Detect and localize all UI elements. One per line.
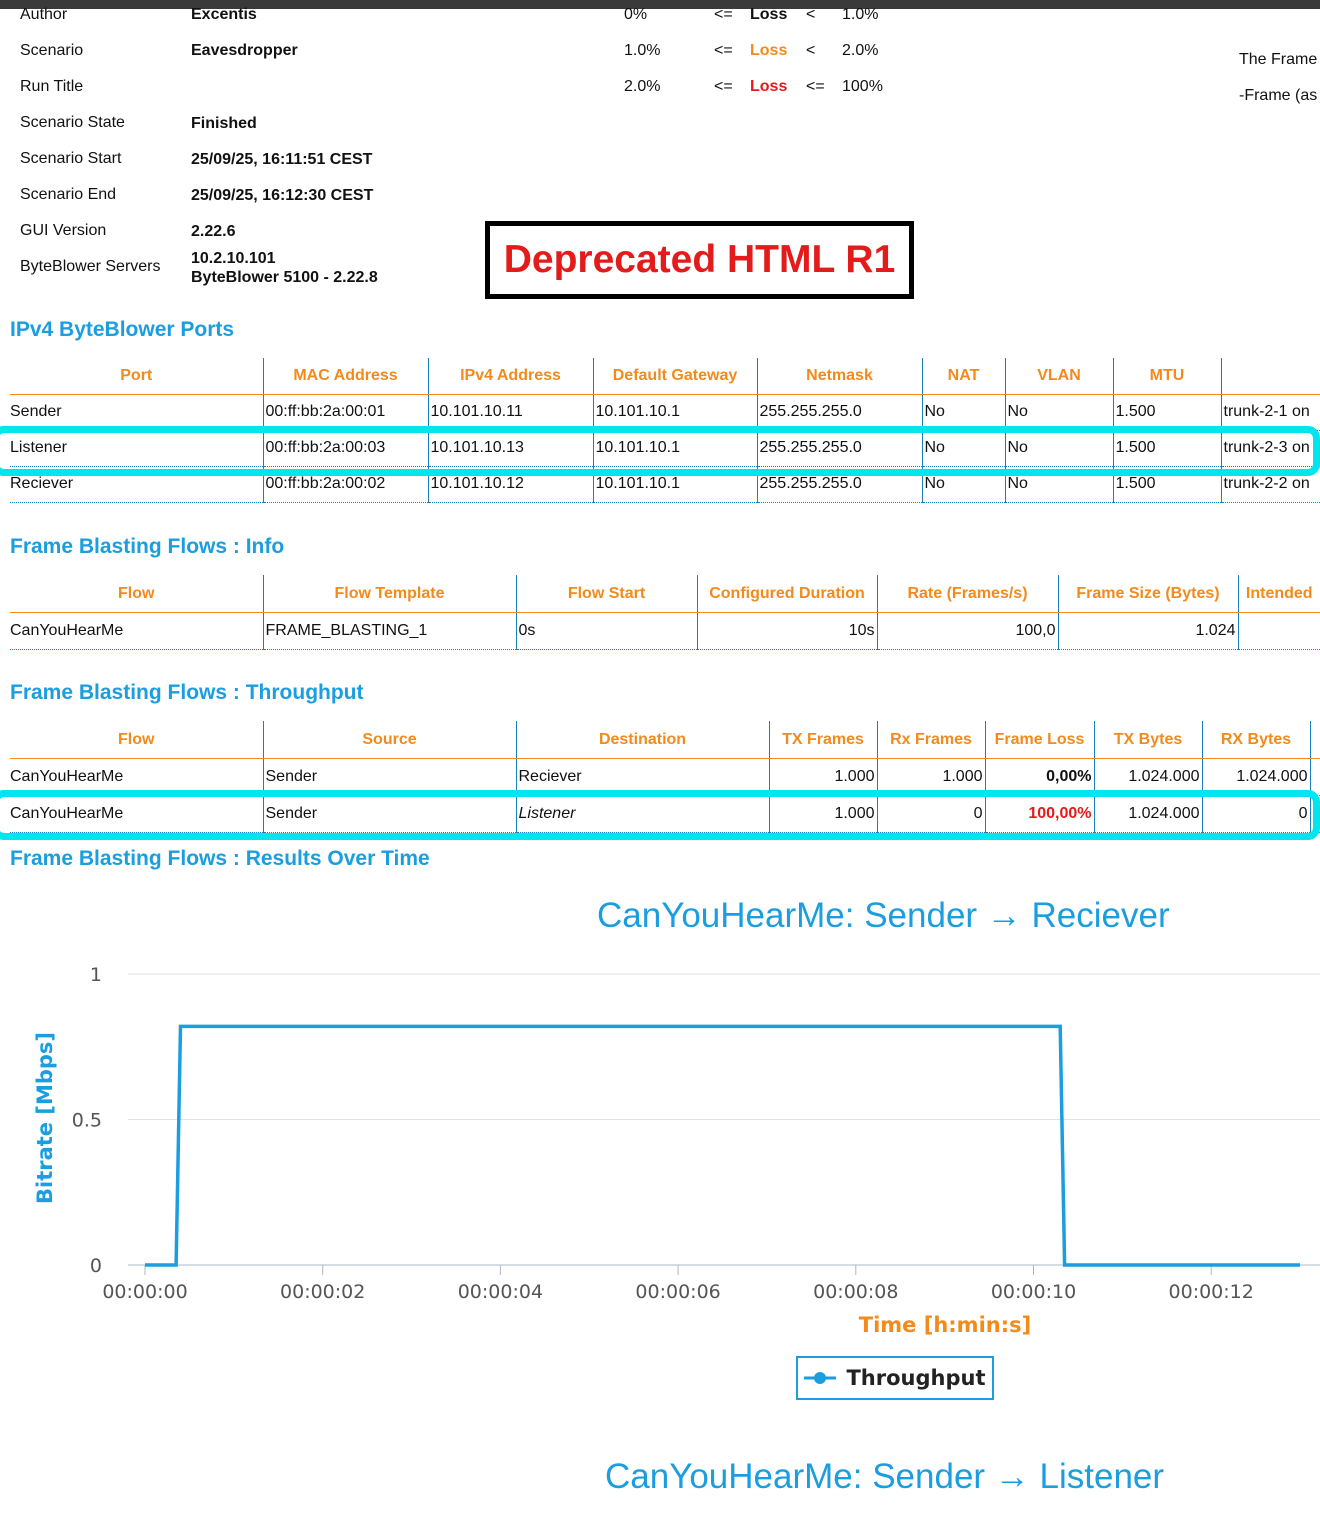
table-cell: 10.101.10.1 (593, 466, 757, 502)
highlight-listener-port (0, 426, 1320, 476)
table-cell: 1.000 (769, 758, 877, 795)
column-header: RX Bytes (1202, 721, 1310, 758)
loss-op: < (806, 6, 816, 23)
meta-value: 25/09/25, 16:12:30 CEST (191, 187, 374, 204)
throughput-chart (0, 950, 1320, 1350)
y-axis-label: Bitrate [Mbps] (33, 1031, 57, 1205)
table-cell: CanYouHearMe (10, 612, 263, 649)
meta-value-server: ByteBlower 5100 - 2.22.8 (191, 269, 378, 286)
table-cell: 1.500 (1113, 430, 1221, 466)
x-tick-label: 00:00:10 (990, 1281, 1077, 1303)
table-cell: FRAME_BLASTING_1 (263, 612, 516, 649)
table-cell: 10.101.10.11 (428, 394, 593, 430)
y-tick-label: 0.5 (71, 1109, 102, 1132)
column-header: Frame Size (Bytes) (1058, 575, 1238, 612)
x-tick-label: 00:00:02 (280, 1281, 366, 1303)
table-cell: 1.000 (769, 795, 877, 832)
chart-title-listener: CanYouHearMe: Sender → Listener (605, 1457, 1165, 1496)
table-cell: 255.255.255.0 (757, 466, 922, 502)
column-header: Flow (10, 721, 263, 758)
deprecated-banner (485, 221, 914, 299)
column-header: MAC Address (263, 358, 428, 394)
table-cell: 1.500 (1113, 394, 1221, 430)
column-header: Port (10, 358, 263, 394)
legend-label: Throughput (846, 1366, 986, 1390)
table-cell: 10.101.10.1 (593, 394, 757, 430)
meta-value: 10.2.10.101 (191, 250, 276, 267)
table-cell: trunk-2-3 on (1221, 430, 1320, 466)
section-title-throughput: Frame Blasting Flows : Throughput (10, 681, 364, 704)
loss-high: 100% (842, 78, 883, 95)
x-tick-label: 00:00:04 (457, 1281, 544, 1303)
table-cell: Sender (263, 795, 516, 832)
meta-value: Excentis (191, 6, 257, 23)
table-cell: 1.500 (1113, 466, 1221, 502)
loss-word: Loss (750, 78, 788, 95)
table-cell: No (1005, 394, 1113, 430)
loss-op: <= (714, 42, 733, 59)
column-header: Flow Start (516, 575, 697, 612)
loss-op: <= (714, 78, 733, 95)
table-cell: trunk-2-1 on (1221, 394, 1320, 430)
chart-legend[interactable] (796, 1356, 994, 1400)
loss-op: < (806, 42, 816, 59)
table-cell: Sender (10, 394, 263, 430)
table-cell: 1.000 (877, 758, 985, 795)
table-cell: trunk-2-2 on (1221, 466, 1320, 502)
column-header: Rate (Frames/s) (877, 575, 1058, 612)
table-header-row (10, 358, 1320, 394)
table-cell: 255.255.255.0 (757, 430, 922, 466)
table-cell: 00:ff:bb:2a:00:02 (263, 466, 428, 502)
column-header: Frame Loss (985, 721, 1094, 758)
meta-label: Scenario State (20, 114, 125, 131)
table-cell: CanYouHearMe (10, 795, 263, 832)
column-header: Netmask (757, 358, 922, 394)
table-cell: 1.024.000 (1094, 795, 1202, 832)
section-title-flows-info: Frame Blasting Flows : Info (10, 535, 285, 558)
column-header: Rx Frames (877, 721, 985, 758)
table-cell: 0 (1202, 795, 1310, 832)
loss-high: 2.0% (842, 42, 879, 59)
x-tick-label: 00:00:12 (1168, 1281, 1254, 1303)
column-header: MTU (1113, 358, 1221, 394)
table-row[interactable] (10, 394, 1320, 430)
x-axis-label: Time [h:min:s] (858, 1313, 1032, 1337)
table-cell: Listener (516, 795, 769, 832)
table-cell (1238, 612, 1320, 649)
table-cell-frame-loss: 0,00% (985, 758, 1094, 795)
table-header-row (10, 575, 1320, 612)
section-title-ports: IPv4 ByteBlower Ports (10, 318, 235, 341)
column-header: Default Gateway (593, 358, 757, 394)
meta-label: GUI Version (20, 222, 107, 239)
table-cell: 100,0 (877, 612, 1058, 649)
table-cell: Sender (263, 758, 516, 795)
table-header-row (10, 721, 1320, 758)
table-cell: No (922, 430, 1005, 466)
x-tick-label: 00:00:00 (102, 1281, 188, 1303)
table-cell: 255.255.255.0 (757, 394, 922, 430)
loss-op: <= (714, 6, 733, 23)
table-cell: CanYouHearMe (10, 758, 263, 795)
loss-word: Loss (750, 42, 788, 59)
y-tick-label: 0 (89, 1255, 102, 1277)
table-cell: 1.024.000 (1202, 758, 1310, 795)
column-header: Intended (1238, 575, 1320, 612)
x-tick-label: 00:00:08 (813, 1281, 899, 1303)
side-note-line: -Frame (as (1239, 87, 1318, 104)
flows-info-table (10, 575, 1320, 650)
meta-value: Eavesdropper (191, 42, 298, 59)
loss-low: 1.0% (624, 42, 661, 59)
meta-label: Author (20, 6, 68, 23)
table-cell: 00:ff:bb:2a:00:01 (263, 394, 428, 430)
throughput-legend-icon (804, 1371, 836, 1385)
side-note-line: The Frame (1239, 51, 1318, 68)
table-cell: 10.101.10.12 (428, 466, 593, 502)
x-tick-label: 00:00:06 (635, 1281, 721, 1303)
column-header: IPv4 Address (428, 358, 593, 394)
deprecated-banner-text: Deprecated HTML R1 (490, 226, 909, 294)
column-header: NAT (922, 358, 1005, 394)
meta-label: Scenario (20, 42, 84, 59)
column-header: Flow (10, 575, 263, 612)
meta-label: Run Title (20, 78, 84, 95)
table-cell: Reciever (516, 758, 769, 795)
throughput-series-line (145, 1026, 1300, 1265)
table-cell-spacer (1310, 758, 1320, 795)
table-row[interactable] (10, 612, 1320, 649)
column-header-spacer (1310, 721, 1320, 758)
table-cell: 0s (516, 612, 697, 649)
y-tick-label: 1 (89, 964, 102, 986)
meta-label: ByteBlower Servers (20, 258, 161, 275)
meta-value: 25/09/25, 16:11:51 CEST (191, 151, 373, 168)
section-title-results: Frame Blasting Flows : Results Over Time (10, 847, 430, 870)
meta-value: 2.22.6 (191, 223, 236, 240)
loss-op: <= (806, 78, 825, 95)
table-cell: Reciever (10, 466, 263, 502)
table-cell: 00:ff:bb:2a:00:03 (263, 430, 428, 466)
column-header (1221, 358, 1320, 394)
column-header: VLAN (1005, 358, 1113, 394)
table-cell: No (1005, 430, 1113, 466)
loss-word: Loss (750, 6, 788, 23)
meta-value: Finished (191, 115, 257, 132)
loss-high: 1.0% (842, 6, 879, 23)
table-cell: 10.101.10.1 (593, 430, 757, 466)
table-cell: No (922, 466, 1005, 502)
column-header: Configured Duration (697, 575, 877, 612)
highlight-listener-flow (0, 790, 1320, 840)
table-cell: 10.101.10.13 (428, 430, 593, 466)
column-header: Flow Template (263, 575, 516, 612)
table-cell: No (1005, 466, 1113, 502)
meta-label: Scenario Start (20, 150, 122, 167)
loss-low: 2.0% (624, 78, 661, 95)
table-cell: 0 (877, 795, 985, 832)
column-header: TX Frames (769, 721, 877, 758)
column-header: Source (263, 721, 516, 758)
table-cell: 1.024 (1058, 612, 1238, 649)
loss-low: 0% (624, 6, 648, 23)
table-cell-frame-loss: 100,00% (985, 795, 1094, 832)
table-cell: 1.024.000 (1094, 758, 1202, 795)
column-header: TX Bytes (1094, 721, 1202, 758)
table-cell: Listener (10, 430, 263, 466)
table-cell: No (922, 394, 1005, 430)
chart-title-reciever: CanYouHearMe: Sender → Reciever (597, 896, 1170, 935)
column-header: Destination (516, 721, 769, 758)
meta-label: Scenario End (20, 186, 117, 203)
table-cell: 10s (697, 612, 877, 649)
